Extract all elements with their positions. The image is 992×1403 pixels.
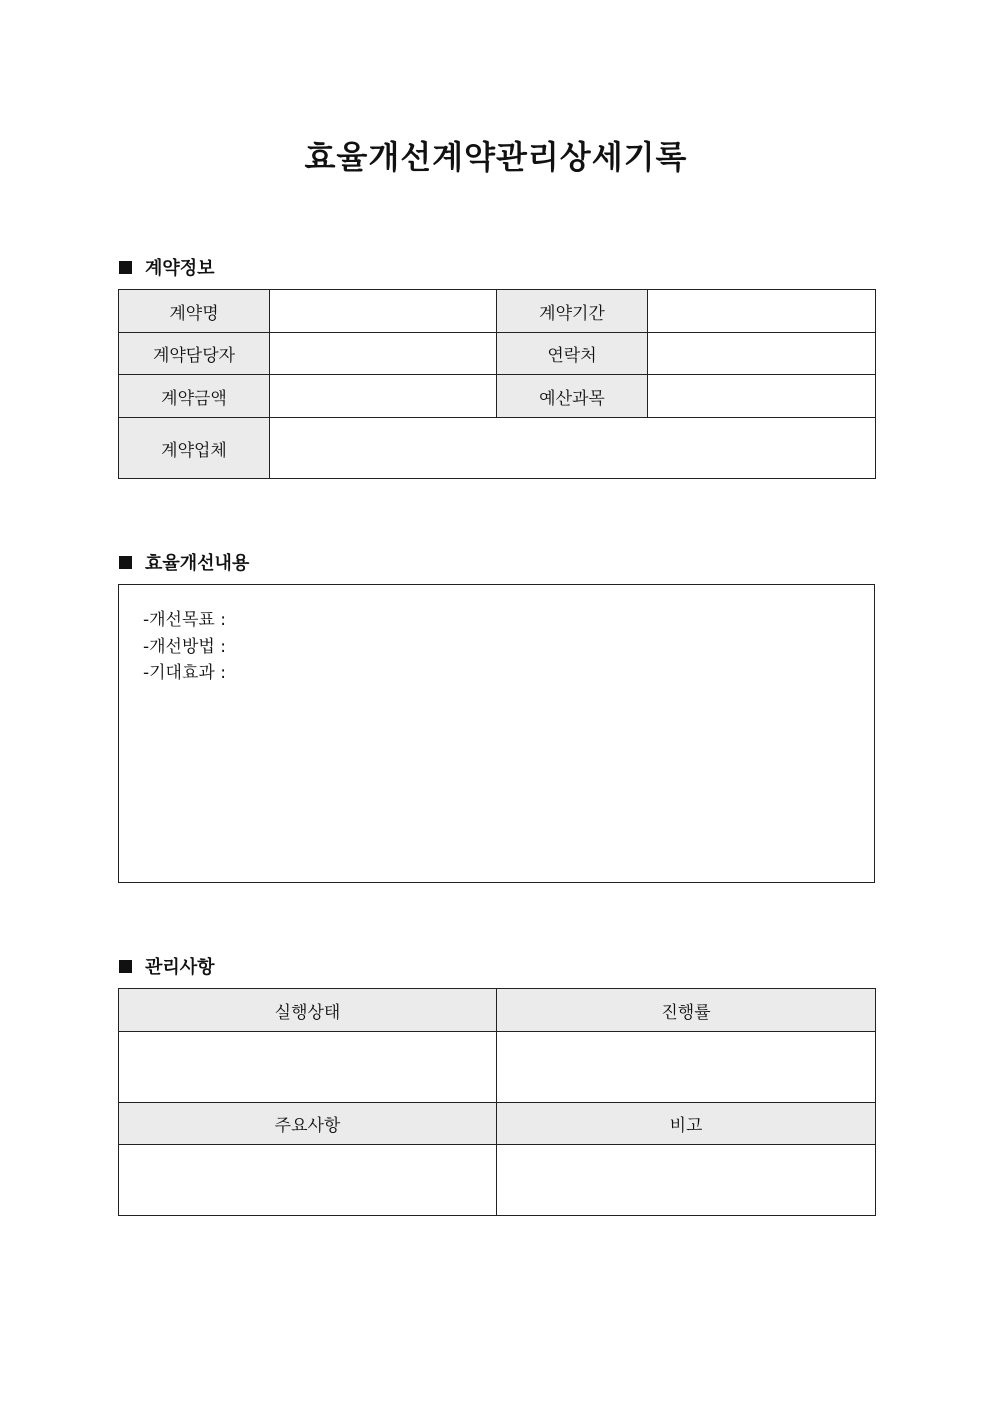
table-row [119,290,876,333]
field-contract-amount[interactable] [270,375,497,418]
improvement-goal-line: -개선목표 : [143,610,226,630]
field-contract-vendor[interactable] [270,418,876,479]
management-table [118,988,876,1216]
label-remarks: 비고 [497,1103,876,1145]
field-contract-period[interactable] [648,290,876,333]
expected-effect-line: -기대효과 : [143,663,226,683]
label-contact: 연락처 [497,333,648,375]
page-title: 효율개선계약관리상세기록 [304,138,688,176]
section-title: 계약정보 [145,258,215,279]
field-progress-rate[interactable] [497,1032,876,1103]
field-key-items[interactable] [119,1145,497,1216]
label-contract-vendor: 계약업체 [119,418,270,479]
table-row [119,418,876,479]
label-contract-manager: 계약담당자 [119,333,270,375]
field-contract-manager[interactable] [270,333,497,375]
square-bullet-icon [119,556,132,569]
label-progress-rate: 진행률 [497,989,876,1032]
label-contract-name: 계약명 [119,290,270,333]
contract-info-table [118,289,876,479]
table-row [119,1032,876,1103]
field-budget-item[interactable] [648,375,876,418]
field-execution-status[interactable] [119,1032,497,1103]
label-budget-item: 예산과목 [497,375,648,418]
improvement-method-line: -개선방법 : [143,637,226,657]
section-heading-management [119,953,215,979]
square-bullet-icon [119,960,132,973]
table-row [119,1103,876,1145]
table-row [119,333,876,375]
label-contract-amount: 계약금액 [119,375,270,418]
field-contract-name[interactable] [270,290,497,333]
label-key-items: 주요사항 [119,1103,497,1145]
field-remarks[interactable] [497,1145,876,1216]
improvement-content-box[interactable] [118,584,875,883]
section-heading-improvement [119,549,249,575]
section-title: 효율개선내용 [145,553,250,574]
field-contact[interactable] [648,333,876,375]
section-heading-contract-info [119,254,215,280]
table-row [119,1145,876,1216]
table-row [119,375,876,418]
square-bullet-icon [119,261,132,274]
label-execution-status: 실행상태 [119,989,497,1032]
section-title: 관리사항 [145,957,215,978]
table-row [119,989,876,1032]
label-contract-period: 계약기간 [497,290,648,333]
